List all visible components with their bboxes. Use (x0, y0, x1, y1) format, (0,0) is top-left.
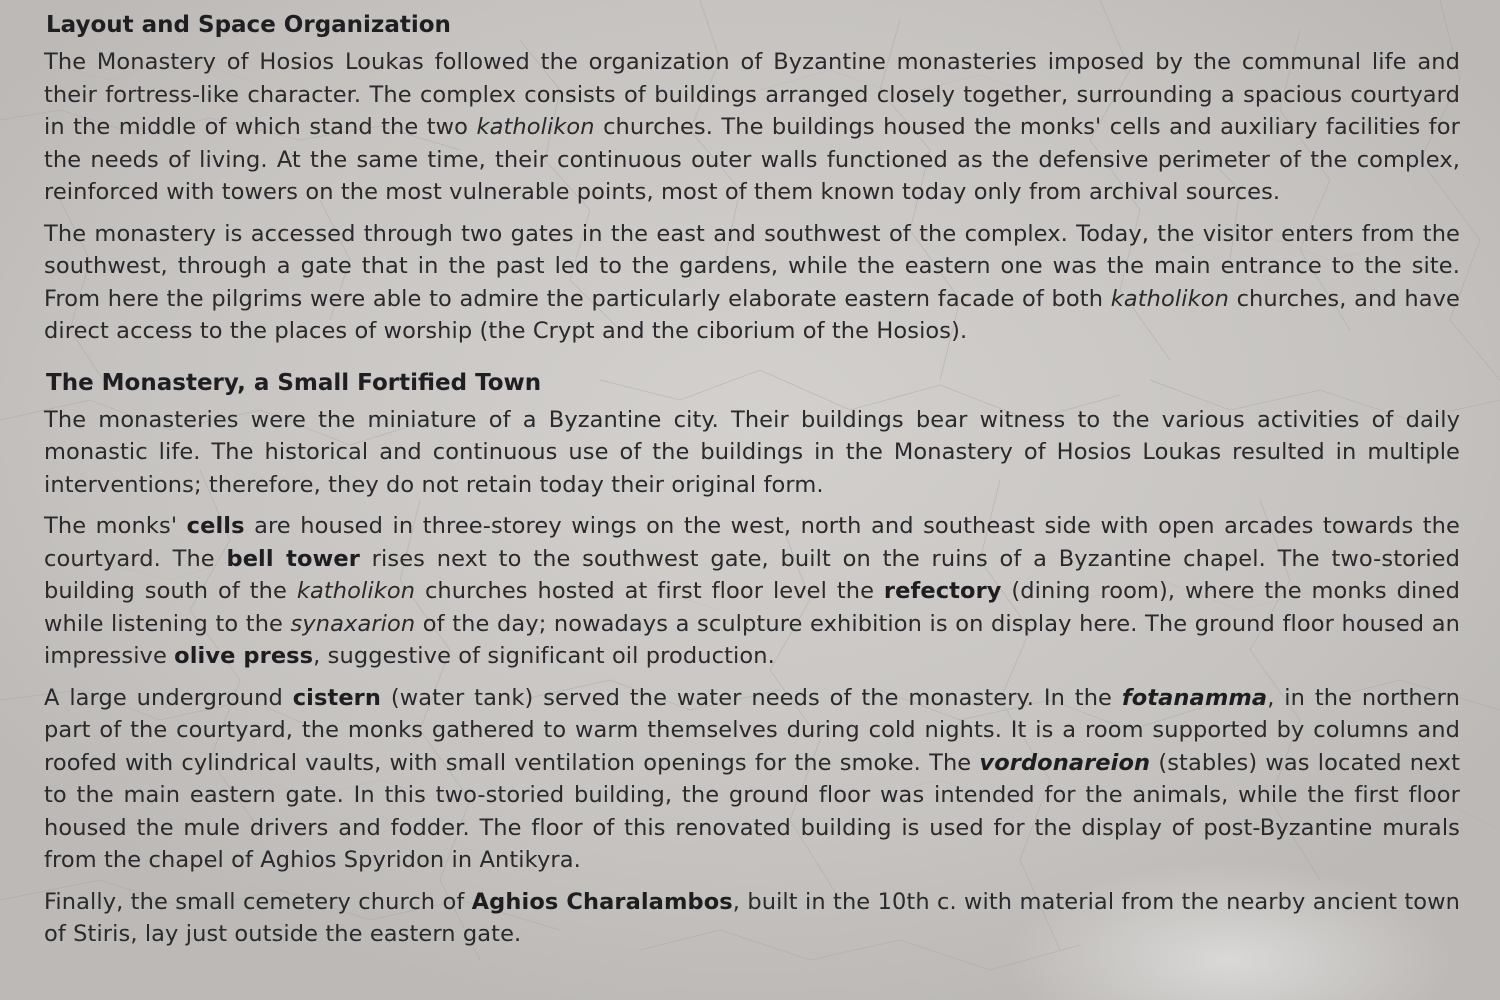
term-katholikon: katholikon (296, 578, 416, 604)
text-run: churches. The buildings housed the monks' cells and auxiliary facilities for the needs of living. At the same time, their continuous outer walls functioned as the defensive perimeter of the complex, reinforced with towers on the most vulnerable points, most of them known today only from archival sources. (44, 114, 1461, 205)
text-run: (stables) was located next to the main eastern gate. In this two-storied building, the ground floor was intended for the animals, while the first floor housed the mule drivers and fodder. The floor of this renovated building is used for the display of post-Byzantine murals from the chapel of Aghios Spyridon in Antikyra. (44, 749, 1460, 873)
text-run: , in the northern part of the courtyard, the monks gathered to warm themselves during cold nights. It is a room supported by columns and roofed with cylindrical vaults, with small ventilation openings for the smoke. The (44, 684, 1461, 776)
text-run: The monks' (44, 513, 187, 539)
text-run: The monasteries were the miniature of a Byzantine city. Their buildings bear witness to the various activities of daily monastic life. The historical and continuous use of the buildings in the Monastery of Hosios Loukas resulted in multiple interventions; therefore, they do not retain today their original form. (44, 406, 1460, 498)
text-run: A large underground (44, 684, 293, 711)
term-olive-press: olive press (174, 643, 314, 669)
paragraph-layout-1 (44, 46, 1460, 209)
term-bell-tower: bell tower (226, 545, 360, 572)
text-run: Finally, the small cemetery church of (44, 888, 472, 915)
term-refectory: refectory (883, 578, 1002, 604)
text-run: churches hosted at first floor level the (415, 578, 884, 604)
text-run: , built in the 10th c. with material from the nearby ancient town of Stiris, lay just outside the eastern gate. (44, 888, 1460, 947)
term-cells: cells (186, 513, 245, 539)
text-run: are housed in three-storey wings on the west, north and southeast side with open arcades towards the courtyard. The (44, 513, 1460, 572)
text-run: (dining room), where the monks dined while listening to the (44, 578, 1460, 637)
term-vordonareion: vordonareion (979, 749, 1151, 776)
term-katholikon: katholikon (1110, 285, 1229, 312)
section-heading-fortified-town: The Monastery, a Small Fortified Town (46, 369, 542, 396)
section-heading-layout: Layout and Space Organization (46, 12, 451, 38)
text-run: churches, and have direct access to the places of worship (the Crypt and the ciborium of the Hosios). (44, 285, 1460, 344)
paragraph-fortified-3 (44, 682, 1460, 877)
term-synaxarion: synaxarion (290, 610, 416, 637)
term-fotanamma: fotanamma (1121, 684, 1268, 711)
paragraph-fortified-1 (44, 404, 1460, 502)
term-katholikon: katholikon (476, 114, 595, 140)
text-run: The Monastery of Hosios Loukas followed the organization of Byzantine monasteries imposed by the communal life and their fortress-like character. The complex consists of buildings arranged closely together, surrounding a spacious courtyard in the middle of which stand the two (44, 49, 1460, 140)
term-cistern: cistern (292, 684, 381, 711)
text-run: rises next to the southwest gate, built on the ruins of a Byzantine chapel. The two-storied building south of the (44, 545, 1461, 604)
text-run: (water tank) served the water needs of the monastery. In the (381, 684, 1122, 711)
term-aghios-charalambos: Aghios Charalambos (471, 888, 733, 915)
paragraph-fortified-2 (44, 510, 1460, 673)
text-run: , suggestive of significant oil production. (313, 643, 775, 669)
paragraph-fortified-4 (44, 886, 1460, 951)
text-run: of the day; nowadays a sculpture exhibition is on display here. The ground floor housed an impressive (44, 610, 1460, 669)
text-content (40, 10, 1460, 960)
text-run: The monastery is accessed through two gates in the east and southwest of the complex. Today, the visitor enters from the southwest, through a gate that in the past led to the gardens, while the eastern one was the main entrance to the site. From here the pilgrims were able to admire the particularly elaborate eastern facade of both (44, 220, 1460, 312)
paragraph-layout-2 (44, 218, 1460, 348)
